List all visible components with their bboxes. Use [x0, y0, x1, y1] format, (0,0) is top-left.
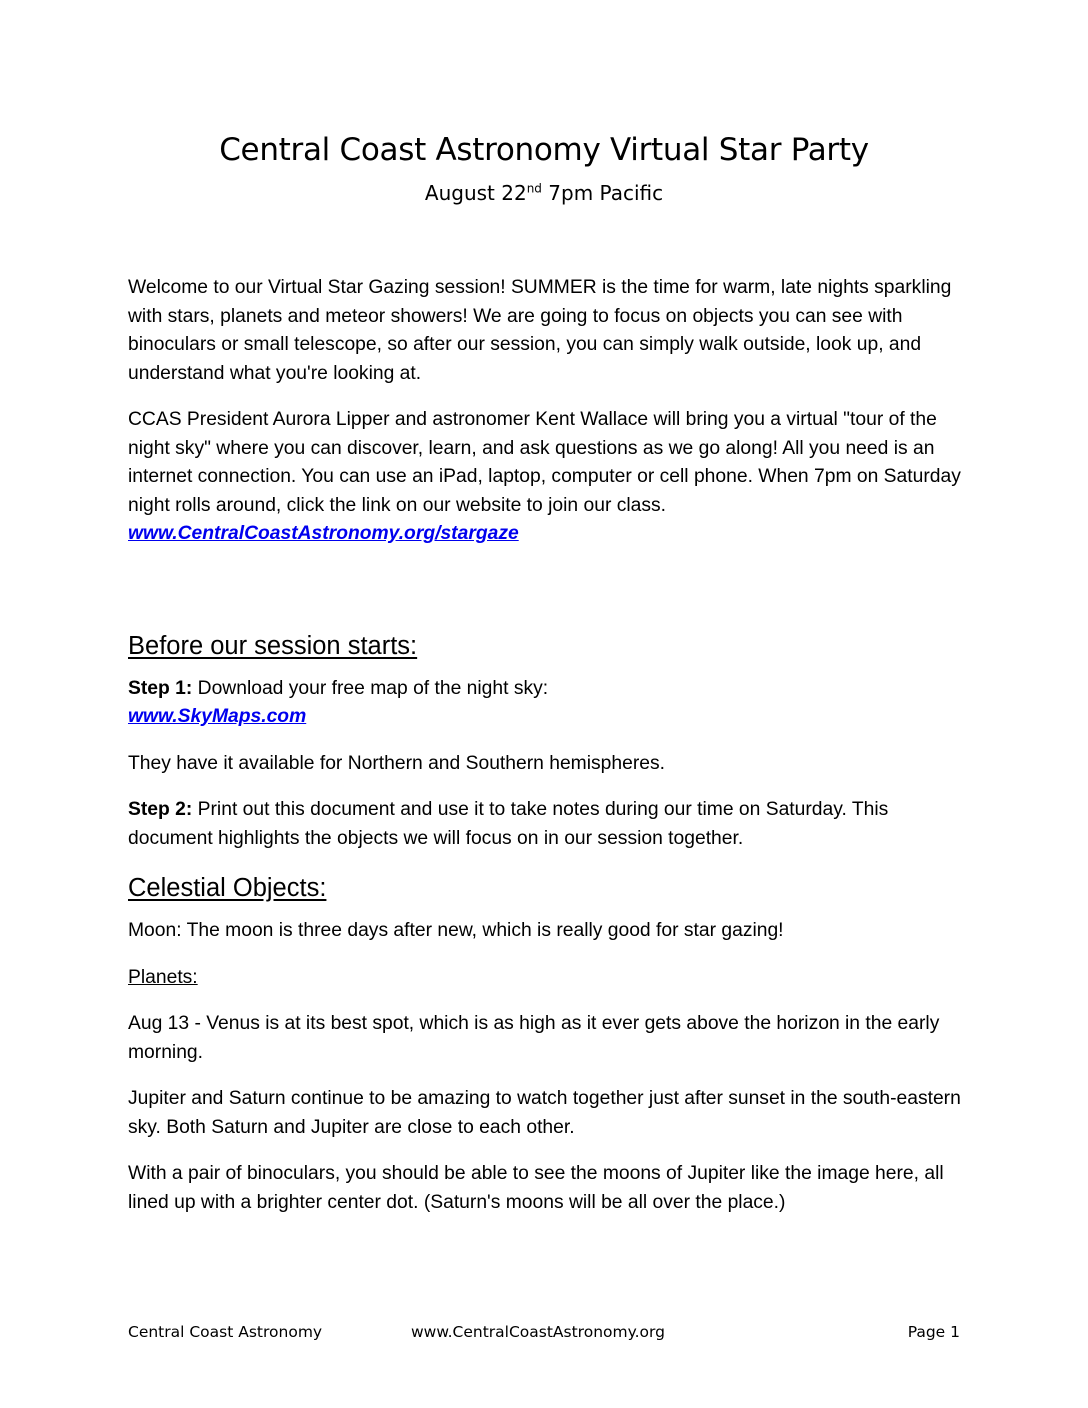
intro-paragraph-welcome: Welcome to our Virtual Star Gazing session! SUMMER is the time for warm, late nights sparkling with stars, planets and meteor showers! We are going to focus on objects you can see with binoculars or small telescope, so after our session, you can simply walk outside, look up, and understand what you're looking at.	[128, 277, 952, 384]
step2-text: Print out this document and use it to take notes during our time on Saturday. This document highlights the objects we will focus on in our session together.	[128, 799, 889, 849]
step2-paragraph	[128, 796, 968, 853]
subtitle-date: August 22	[424, 181, 527, 205]
document-title: Central Coast Astronomy Virtual Star Party	[219, 132, 869, 168]
hemispheres-paragraph: They have it available for Northern and Southern hemispheres.	[128, 752, 665, 774]
subtitle-time: 7pm Pacific	[541, 181, 664, 205]
step1-text: Download your free map of the night sky:	[192, 677, 549, 699]
footer-page-number: Page 1	[907, 1323, 960, 1341]
planets-label-line	[128, 964, 968, 993]
celestial-objects-heading: Celestial Objects:	[128, 874, 327, 902]
stargaze-link[interactable]: www.CentralCoastAstronomy.org/stargaze	[128, 523, 519, 544]
binoculars-paragraph: With a pair of binoculars, you should be able to see the moons of Jupiter like the image here, all lined up with a brighter center dot. (Saturn's moons will be all over the place.)	[128, 1163, 944, 1213]
footer-website: www.CentralCoastAstronomy.org	[411, 1323, 665, 1341]
venus-paragraph: Aug 13 - Venus is at its best spot, which is as high as it ever gets above the horizon in the early morning.	[128, 1013, 940, 1063]
planets-label: Planets:	[128, 966, 198, 988]
intro-tour-text: CCAS President Aurora Lipper and astronomer Kent Wallace will bring you a virtual "tour of the night sky" where you can discover, learn, and ask questions as we go along! All you need is an internet connection. You can use an iPad, laptop, computer or cell phone. When 7pm on Saturday night rolls around, click the link on our website to join our class.	[128, 409, 961, 516]
spacer	[128, 549, 968, 629]
before-session-heading: Before our session starts:	[128, 631, 418, 660]
jupiter-saturn-paragraph: Jupiter and Saturn continue to be amazing to watch together just after sunset in the south-eastern sky. Both Saturn and Jupiter are close to each other.	[128, 1088, 961, 1138]
subtitle-date-suffix: nd	[526, 181, 542, 196]
moon-paragraph: Moon: The moon is three days after new, which is really good for star gazing!	[128, 920, 784, 941]
spacer	[128, 905, 968, 917]
footer-org-name: Central Coast Astronomy	[128, 1323, 323, 1341]
skymaps-link-line	[128, 703, 968, 732]
document-subtitle	[0, 178, 1088, 208]
skymaps-link[interactable]: www.SkyMaps.com	[128, 706, 307, 727]
step2-label: Step 2:	[128, 799, 193, 820]
spacer	[128, 663, 968, 675]
document-body	[128, 274, 968, 1217]
step1-label: Step 1:	[128, 677, 193, 699]
intro-paragraph-tour	[128, 406, 968, 549]
step1-paragraph	[128, 675, 968, 704]
